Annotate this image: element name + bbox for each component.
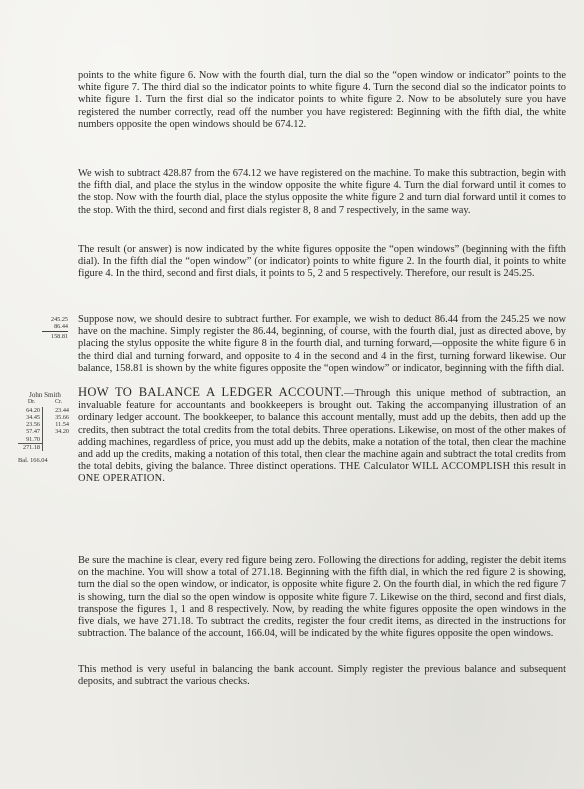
ledger-debit-item: 23.56 (26, 421, 40, 429)
section-body: this result in (510, 461, 566, 473)
section-body: —Through this unique method of subtraction, an invaluable feature for accountants and bookkeepers is brought out. Taking the accompanying illustration of an ordinary ledger account. The bookkeeper, to balance this account mentally, must add up the debits, then add up the credits, then subtract the total credits from the total debits. Three operations. Likewise, on most of the other makes of adding machines, regardless of price, you must add up the debits, make a notation of the total, then clear the machine and add up the credits, making a notation of this total, then clear the machine again and subtract the total credits from the total debits, giving the balance. Three distinct operations. (78, 388, 567, 473)
ledger-debit-total: 271.18 (18, 443, 43, 451)
ledger-credit-header: Cr. (54, 399, 63, 406)
margin-subtraction-note (40, 316, 68, 340)
ledger-debit-item: 64.20 (26, 406, 40, 414)
margin-minuend: 245.25 (50, 316, 68, 323)
ledger-account-name: John Smith (29, 391, 61, 399)
paragraph-text: This method is very useful in balancing the bank account. Simply register the previous balance and subsequent deposits, and subtract the various checks. (78, 664, 566, 688)
ledger-debit-header: Dr. (27, 399, 36, 406)
ledger-debit-item: 34.45 (26, 413, 40, 421)
emphasis-text: THE Calculator WILL ACCOMPLISH (339, 461, 511, 473)
paragraph-further-subtraction (78, 314, 566, 375)
paragraph-text: Suppose now, we should desire to subtract further. For example, we wish to deduct 86.44 from the 245.25 we now have on the machine. Simply register the 86.44, beginning, of course, with the fourth dial, just as directed above, by placing the stylus opposite the white figure 8 in the fourth dial, and turning forward,—opposite the white figure 6 in the third dial and turning forward, and opposite to 4 in the second and 4 in the first, turning forward likewise. Our balance, 158.81 is shown by the white figures opposite the “open window” or indicator, beginning with the fifth dial. (78, 314, 566, 374)
paragraph-text: Be sure the machine is clear, every red figure being zero. Following the directions for adding, register the debit items on the machine. You will show a total of 271.18. Beginning with the fifth dial, in which the red figure 2 is showing, turn the dial so the open window, or indicator, is opposite white figure 2. On the fourth dial, in which the red figure 7 is showing, turn the dial so the open window is opposite white figure 7. Likewise on the third, second and first dials, transpose the figures 1, 1 and 8 respectively. Now, by reading the white figures opposite the open windows in the five dials, we have 271.18. To subtract the credits, register the four credit items, as directed in the instructions for subtraction. The balance of the account, 166.04, will be indicated by the white figures opposite the open windows. (78, 555, 566, 640)
ledger-credit-item: 35.66 (55, 413, 69, 421)
ledger-rows (18, 407, 72, 443)
paragraph-ledger-procedure (78, 555, 566, 640)
paragraph-dial-registration (78, 70, 566, 131)
paragraph-subtraction-example (78, 168, 566, 217)
section-balance-ledger (78, 386, 566, 486)
ledger-credit-column (43, 407, 69, 443)
ledger-balance: Bal. 166.04 (18, 457, 48, 465)
paragraph-bank-account (78, 664, 566, 688)
ledger-header (18, 399, 72, 406)
paragraph-text: The result (or answer) is now indicated by the white figures opposite the “open windows” (beginning with the fifth dial). In the fifth dial the “open window” (or indicator) points to white figure 2. In the fourth dial, it points to white figure 4. In the third, second and first dials, it points to 5, 2 and 5 respectively. Therefore, our result is 245.25. (78, 244, 566, 280)
ledger-debit-column (18, 407, 43, 443)
ledger-illustration (18, 392, 72, 465)
paragraph-text (78, 386, 566, 486)
paragraph-text: points to the white figure 6. Now with the fourth dial, turn the dial so the “open window or indicator” points to the white figure 7. The third dial so the indicator points to white figure 4. Turn the second dial so the indicator points to white figure 1. Turn the first dial so the indicator points to white figure 2. Now to be absolutely sure you have registered the number correctly, read off the number you have registered: Beginning with the fifth dial, the white numbers opposite the open windows should be 674.12. (78, 70, 566, 130)
section-heading: HOW TO BALANCE A LEDGER ACCOUNT. (78, 385, 345, 399)
margin-result: 158.81 (50, 332, 68, 340)
paragraph-text: We wish to subtract 428.87 from the 674.12 we have registered on the machine. To make this subtraction, begin with the fifth dial, and place the stylus in the window opposite the white figure 4. Turn the dial forward until it comes to the stop. Now with the fourth dial, place the stylus opposite the white figure 2 and turn dial forward until it comes to the stop. With the third, second and first dials register 8, 8 and 7 respectively, in the same way. (78, 168, 566, 216)
ledger-credit-item: 11.54 (55, 421, 69, 429)
emphasis-text: ONE OPERATION. (78, 473, 166, 485)
ledger-debit-item: 57.47 (26, 428, 40, 436)
margin-subtrahend: 86.44 (54, 323, 68, 331)
ledger-credit-item: 23.44 (55, 406, 69, 414)
paragraph-result (78, 244, 566, 281)
ledger-debit-item: 91.70 (26, 435, 40, 443)
ledger-credit-item: 34.20 (55, 428, 69, 436)
